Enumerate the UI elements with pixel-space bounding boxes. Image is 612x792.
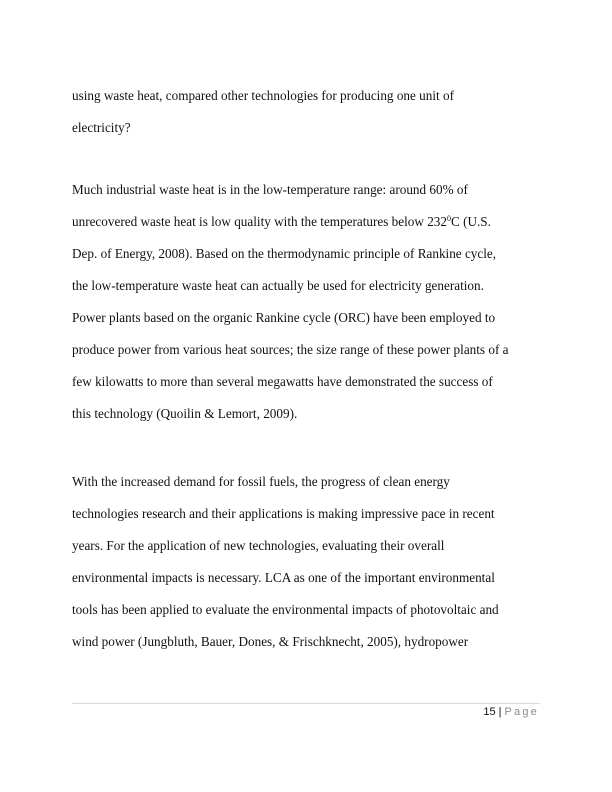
paragraph-line: With the increased demand for fossil fuels, the progress of clean energy [72, 474, 450, 489]
line-text: unrecovered waste heat is low quality with the temperatures below 232 [72, 214, 447, 229]
paragraph-line: few kilowatts to more than several megawatts have demonstrated the success of [72, 374, 493, 389]
paragraph-line: Power plants based on the organic Rankine cycle (ORC) have been employed to [72, 310, 496, 325]
paragraph-line: produce power from various heat sources; the size range of these power plants of a [72, 342, 509, 357]
footer-divider [72, 703, 540, 704]
paragraph-line: this technology (Quoilin & Lemort, 2009). [72, 406, 298, 421]
paragraph-line: electricity? [72, 120, 131, 135]
paragraph-line: using waste heat, compared other technologies for producing one unit of [72, 88, 454, 103]
paragraph-line: years. For the application of new technologies, evaluating their overall [72, 538, 445, 553]
page-number: 15 [483, 706, 496, 718]
paragraph-line: Much industrial waste heat is in the low-temperature range: around 60% of [72, 182, 468, 197]
paragraph-line: technologies research and their applications is making impressive pace in recent [72, 506, 495, 521]
footer-separator: | [498, 706, 502, 718]
line-text: C (U.S. [451, 214, 491, 229]
paragraph-line: Dep. of Energy, 2008). Based on the thermodynamic principle of Rankine cycle, [72, 246, 497, 261]
paragraph-line: the low-temperature waste heat can actually be used for electricity generation. [72, 278, 484, 293]
paragraph-line: wind power (Jungbluth, Bauer, Dones, & Frischknecht, 2005), hydropower [72, 634, 469, 649]
paragraph-line: environmental impacts is necessary. LCA as one of the important environmental [72, 570, 495, 585]
degree-superscript: 0 [447, 214, 451, 223]
page-label: Page [504, 706, 539, 718]
paragraph-line-with-superscript [72, 214, 491, 230]
page-footer [483, 706, 539, 718]
paragraph-line: tools has been applied to evaluate the environmental impacts of photovoltaic and [72, 602, 499, 617]
